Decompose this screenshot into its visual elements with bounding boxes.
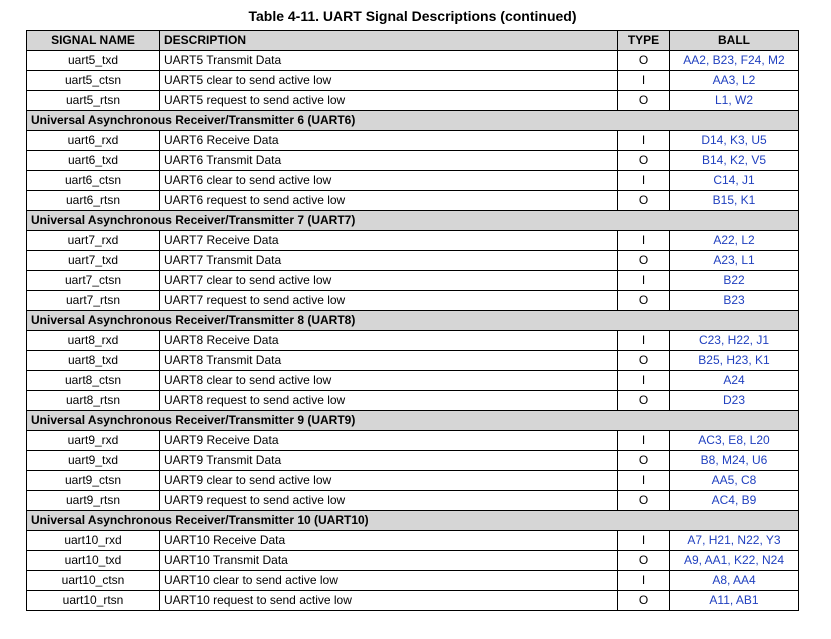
type-cell: O [618,191,670,211]
ball-cell: D23 [670,391,799,411]
table-body [27,51,799,611]
type-cell: I [618,371,670,391]
ball-cell: A7, H21, N22, Y3 [670,531,799,551]
ball-cell: A8, AA4 [670,571,799,591]
type-cell: I [618,231,670,251]
ball-cell: AA3, L2 [670,71,799,91]
type-cell: I [618,431,670,451]
table-row [27,171,799,191]
signal-name-cell: uart8_txd [27,351,160,371]
table-row [27,331,799,351]
group-header-row [27,411,799,431]
group-header-label: Universal Asynchronous Receiver/Transmitter 6 (UART6) [27,111,799,131]
signal-name-cell: uart9_txd [27,451,160,471]
description-cell: UART6 Transmit Data [160,151,618,171]
table-row [27,531,799,551]
ball-cell: C23, H22, J1 [670,331,799,351]
ball-cell: AA2, B23, F24, M2 [670,51,799,71]
uart-signal-table [26,30,799,611]
type-cell: I [618,71,670,91]
description-cell: UART8 Receive Data [160,331,618,351]
description-cell: UART8 Transmit Data [160,351,618,371]
table-row [27,551,799,571]
group-header-row [27,511,799,531]
description-cell: UART7 clear to send active low [160,271,618,291]
column-header-signal-name: SIGNAL NAME [27,31,160,51]
description-cell: UART9 request to send active low [160,491,618,511]
signal-name-cell: uart10_rtsn [27,591,160,611]
table-row [27,131,799,151]
signal-name-cell: uart8_ctsn [27,371,160,391]
table-row [27,351,799,371]
signal-name-cell: uart6_ctsn [27,171,160,191]
description-cell: UART10 request to send active low [160,591,618,611]
ball-cell: D14, K3, U5 [670,131,799,151]
ball-cell: AA5, C8 [670,471,799,491]
signal-name-cell: uart10_txd [27,551,160,571]
type-cell: I [618,271,670,291]
ball-cell: A22, L2 [670,231,799,251]
description-cell: UART9 Receive Data [160,431,618,451]
column-header-type: TYPE [618,31,670,51]
type-cell: I [618,571,670,591]
ball-cell: AC3, E8, L20 [670,431,799,451]
description-cell: UART9 Transmit Data [160,451,618,471]
type-cell: O [618,291,670,311]
type-cell: O [618,491,670,511]
table-row [27,271,799,291]
ball-cell: B14, K2, V5 [670,151,799,171]
signal-name-cell: uart10_ctsn [27,571,160,591]
table-row [27,231,799,251]
type-cell: O [618,251,670,271]
description-cell: UART5 Transmit Data [160,51,618,71]
description-cell: UART7 Receive Data [160,231,618,251]
group-header-label: Universal Asynchronous Receiver/Transmitter 7 (UART7) [27,211,799,231]
ball-cell: AC4, B9 [670,491,799,511]
signal-name-cell: uart7_txd [27,251,160,271]
group-header-row [27,111,799,131]
description-cell: UART7 request to send active low [160,291,618,311]
type-cell: O [618,151,670,171]
type-cell: O [618,451,670,471]
description-cell: UART5 request to send active low [160,91,618,111]
type-cell: O [618,91,670,111]
table-row [27,191,799,211]
description-cell: UART9 clear to send active low [160,471,618,491]
ball-cell: C14, J1 [670,171,799,191]
ball-cell: B22 [670,271,799,291]
table-header-row [27,31,799,51]
signal-name-cell: uart9_rxd [27,431,160,451]
table-row [27,51,799,71]
signal-name-cell: uart5_rtsn [27,91,160,111]
type-cell: I [618,171,670,191]
table-row [27,451,799,471]
signal-name-cell: uart8_rxd [27,331,160,351]
ball-cell: A9, AA1, K22, N24 [670,551,799,571]
ball-cell: B23 [670,291,799,311]
signal-name-cell: uart9_rtsn [27,491,160,511]
table-row [27,251,799,271]
description-cell: UART8 request to send active low [160,391,618,411]
type-cell: I [618,131,670,151]
description-cell: UART10 clear to send active low [160,571,618,591]
type-cell: O [618,351,670,371]
description-cell: UART10 Receive Data [160,531,618,551]
group-header-row [27,211,799,231]
signal-name-cell: uart7_rxd [27,231,160,251]
signal-name-cell: uart10_rxd [27,531,160,551]
signal-name-cell: uart6_txd [27,151,160,171]
column-header-ball: BALL [670,31,799,51]
signal-name-cell: uart5_txd [27,51,160,71]
ball-cell: A24 [670,371,799,391]
group-header-row [27,311,799,331]
table-row [27,571,799,591]
signal-name-cell: uart7_rtsn [27,291,160,311]
table-row [27,91,799,111]
column-header-description: DESCRIPTION [160,31,618,51]
signal-name-cell: uart5_ctsn [27,71,160,91]
table-row [27,591,799,611]
ball-cell: A11, AB1 [670,591,799,611]
table-row [27,71,799,91]
table-row [27,491,799,511]
signal-name-cell: uart7_ctsn [27,271,160,291]
group-header-label: Universal Asynchronous Receiver/Transmitter 10 (UART10) [27,511,799,531]
ball-cell: B15, K1 [670,191,799,211]
description-cell: UART6 Receive Data [160,131,618,151]
type-cell: I [618,331,670,351]
table-row [27,471,799,491]
table-row [27,371,799,391]
group-header-label: Universal Asynchronous Receiver/Transmitter 9 (UART9) [27,411,799,431]
ball-cell: B25, H23, K1 [670,351,799,371]
signal-name-cell: uart6_rtsn [27,191,160,211]
description-cell: UART5 clear to send active low [160,71,618,91]
type-cell: O [618,51,670,71]
description-cell: UART8 clear to send active low [160,371,618,391]
type-cell: O [618,551,670,571]
type-cell: O [618,391,670,411]
table-row [27,391,799,411]
table-row [27,291,799,311]
table-row [27,431,799,451]
ball-cell: A23, L1 [670,251,799,271]
signal-name-cell: uart8_rtsn [27,391,160,411]
type-cell: O [618,591,670,611]
group-header-label: Universal Asynchronous Receiver/Transmitter 8 (UART8) [27,311,799,331]
ball-cell: B8, M24, U6 [670,451,799,471]
description-cell: UART7 Transmit Data [160,251,618,271]
description-cell: UART6 request to send active low [160,191,618,211]
signal-name-cell: uart9_ctsn [27,471,160,491]
ball-cell: L1, W2 [670,91,799,111]
description-cell: UART6 clear to send active low [160,171,618,191]
table-caption: Table 4-11. UART Signal Descriptions (continued) [248,8,577,24]
description-cell: UART10 Transmit Data [160,551,618,571]
signal-name-cell: uart6_rxd [27,131,160,151]
type-cell: I [618,471,670,491]
table-row [27,151,799,171]
type-cell: I [618,531,670,551]
